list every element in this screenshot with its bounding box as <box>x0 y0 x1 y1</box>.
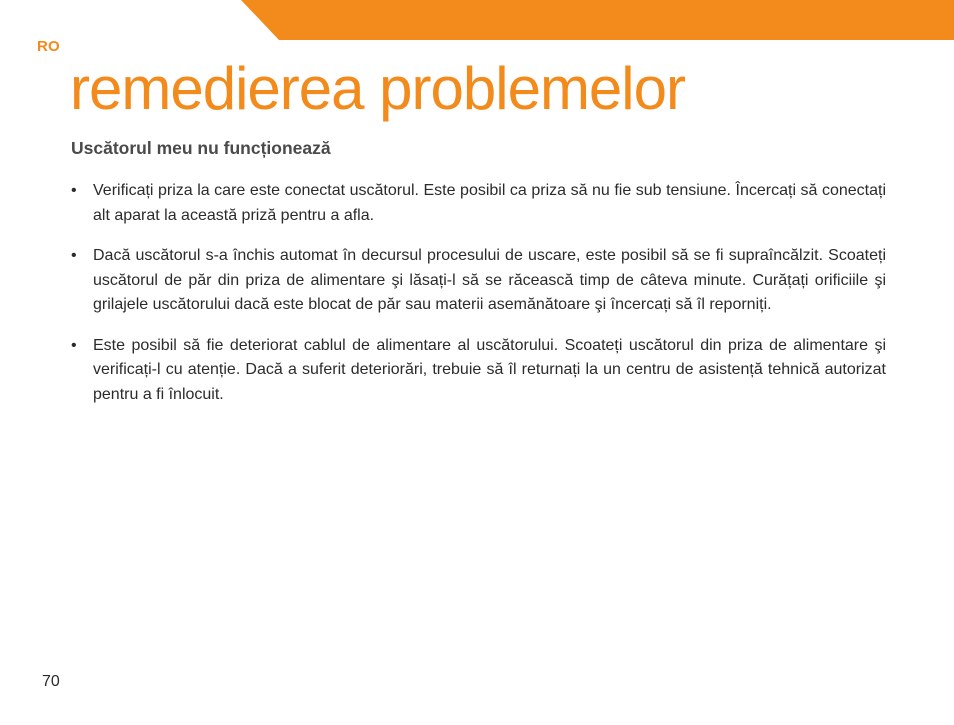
page-number: 70 <box>42 673 60 690</box>
list-item-text: Verificați priza la care este conectat uscătorul. Este posibil ca priza să nu fie sub tensiune. Încercați să conectați alt aparat la această priză pentru a afla. <box>93 182 886 224</box>
list-item <box>71 334 886 408</box>
header-orange-band <box>241 0 954 40</box>
list-item <box>71 244 886 318</box>
language-code: RO <box>37 38 60 55</box>
list-item <box>71 179 886 228</box>
page-title: remedierea problemelor <box>70 55 685 122</box>
list-item-text: Dacă uscătorul s-a închis automat în decursul procesului de uscare, este posibil să se fi supraîncălzit. Scoateți uscătorul de păr din priza de alimentare şi lăsați-l să se răcească timp de câteva minute. Curățați orificiile şi grilajele uscătorului dacă este blocat de păr sau materii asemănătoare şi încercați să îl reporniți. <box>93 247 886 313</box>
header-banner <box>0 0 954 40</box>
bullet-marker: • <box>71 336 77 354</box>
bullet-list <box>71 179 886 407</box>
troubleshooting-section <box>71 136 886 423</box>
list-item-text: Este posibil să fie deteriorat cablul de alimentare al uscătorului. Scoateți uscătorul din priza de alimentare şi verificați-l cu atenție. Dacă a suferit deteriorări, trebuie să îl returnați la un centru de asistență tehnică autorizat pentru a fi înlocuit. <box>93 336 886 403</box>
bullet-marker: • <box>71 247 77 264</box>
bullet-marker: • <box>71 182 77 199</box>
section-heading: Uscătorul meu nu funcționează <box>71 138 331 158</box>
